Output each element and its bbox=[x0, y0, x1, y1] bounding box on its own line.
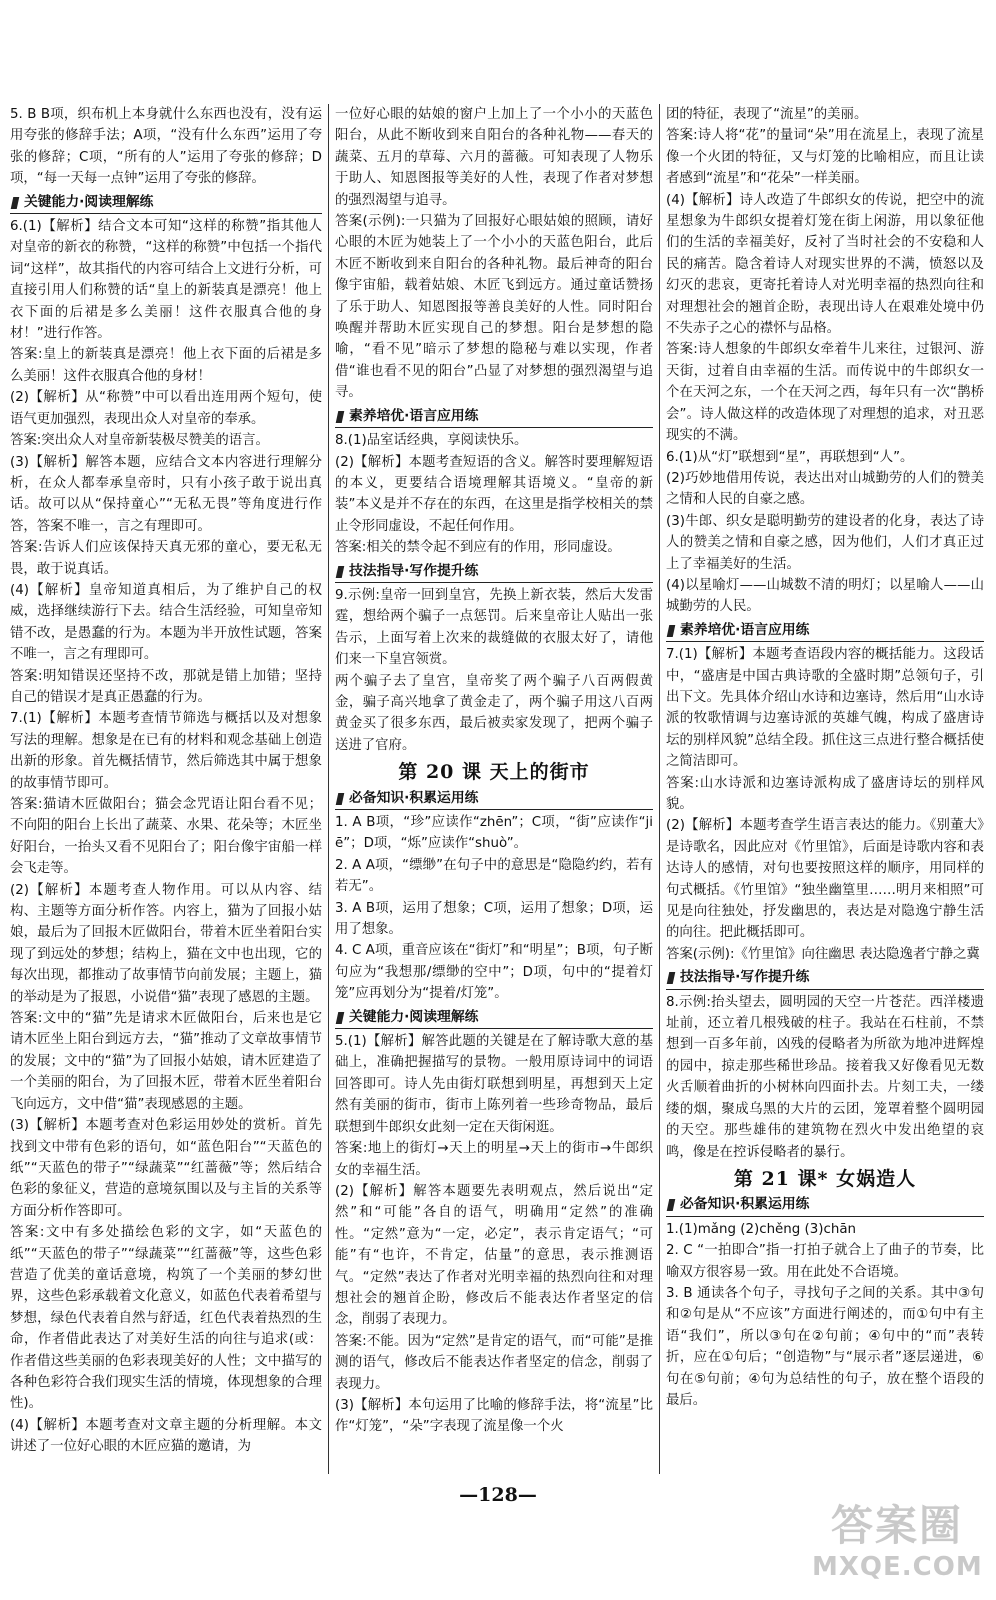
answer-paragraph: 1. A B项，“珍”应读作“zhēn”；C项，“街”应读作“jiē”；D项，“烁”应读作“shuò”。 bbox=[335, 815, 653, 852]
answer-paragraph: (2)【解析】本题考查短语的含义。解答时要理解短语的本义，更要结合语境理解其语境义。“皇帝的新装”本义是并不存在的东西，在这里是指学校相关的禁止令形同虚设，不起任何作用。 bbox=[335, 454, 653, 534]
answer-paragraph: 团的特征，表现了“流星”的美丽。 bbox=[666, 107, 868, 122]
answer-paragraph: 1.(1)mǎng (2)chěng (3)chān bbox=[666, 1221, 857, 1237]
answer-paragraph: 答案:相关的禁令起不到应有的作用，形同虚设。 bbox=[335, 540, 621, 556]
answer-paragraph: (4)以星喻灯——山城数不清的明灯；以星喻人——山城勤劳的人民。 bbox=[666, 577, 984, 615]
answer-page bbox=[10, 104, 986, 1484]
lesson-title: 第 21 课* 女娲造人 bbox=[733, 1167, 917, 1190]
answer-paragraph: 8.(1)品室话经典，享阅读快乐。 bbox=[335, 433, 528, 449]
lesson-title: 第 20 课 天上的街市 bbox=[398, 761, 590, 784]
answer-paragraph: 两个骗子去了皇宫，皇帝奖了两个骗子八百两假黄金，骗子高兴地拿了黄金走了，两个骗子用这八百两黄金买了很多东西，最后被卖家发现了，把两个骗子送进了官府。 bbox=[335, 673, 653, 753]
answer-paragraph: (3)牛郎、织女是聪明勤劳的建设者的化身，表达了诗人的赞美之情和自豪之感，因为他们，人们才真正过上了幸福美好的生活。 bbox=[666, 513, 984, 572]
answer-paragraph: (2)【解析】从“称赞”中可以看出连用两个短句，使语气更加强烈，表现出众人对皇帝的奉承。 bbox=[10, 390, 322, 427]
answer-paragraph: 6.(1)从“灯”联想到“星”，再联想到“人”。 bbox=[666, 449, 914, 465]
section-header: 必备知识·积累运用练 bbox=[666, 1194, 984, 1216]
answer-paragraph: 6.(1)【解析】结合文本可知“这样的称赞”指其他人对皇帝的新衣的称赞，“这样的称赞”中包括一个指代词“这样”，故其指代的内容可结合上文进行分析，可直接引用人们称赞的话“皇上的新装真是漂亮！他上衣下面的后裙是多么美丽！这件衣服真合他的身材！”进行作答。 bbox=[10, 219, 322, 342]
section-header: 必备知识·积累运用练 bbox=[335, 788, 653, 810]
watermark-cn: 答案圈 bbox=[830, 1501, 963, 1550]
answer-paragraph: (3)【解析】本题考查对色彩运用妙处的赏析。首先找到文中带有色彩的语句，如“蓝色阳台”“天蓝色的纸”“天蓝色的带子”“绿蔬菜”“红蔷薇”等；然后结合色彩的象征义，营造的意境氛围以及与主旨的关系等方面分析作答即可。 bbox=[10, 1118, 322, 1219]
answer-paragraph: 答案(示例):一只猫为了回报好心眼姑娘的照顾，请好心眼的木匠为她装上了一个小小的天蓝色阳台，此后木匠不断收到来自阳台的各种礼物。最后神奇的阳台像宇宙船，载着姑娘、木匠飞到远方。通过童话赞扬了乐于助人、知恩图报等善良美好的人性。同时阳台唤醒并帮助木匠实现自己的梦想。阳台是梦想的隐喻，“看不见”暗示了梦想的隐秘与难以实现，作者借“谁也看不见的阳台”凸显了对梦想的强烈渴望与追寻。 bbox=[335, 214, 653, 401]
answer-paragraph: 2. A A项，“缥缈”在句子中的意思是“隐隐约约，若有若无”。 bbox=[335, 857, 653, 895]
answer-paragraph: 答案:文中有多处描绘色彩的文字，如“天蓝色的纸”“天蓝色的带子”“绿蔬菜”“红蔷薇”等，这些色彩营造了优美的童话意境，构筑了一个美丽的梦幻世界，这些色彩承载着文化意义，如蓝色代表着希望与梦想，绿色代表着自然与舒适，红色代表着热烈的生命，作者借此表达了对美好生活的向往与追求(或：作者借这些美丽的色彩表现美好的人性；文中描写的各种色彩符合我们现实生活的情境，体现想象的合理性)。 bbox=[10, 1225, 322, 1412]
watermark-en: MXQE.COM bbox=[812, 1552, 983, 1582]
answer-paragraph: (2)【解析】解答本题要先表明观点，然后说出“定然”和“可能”各自的语气，明确用“定然”的准确性。“定然”意为“一定，必定”，表示肯定语气；“可能”有“也许，不肯定，估量”的意思，表示推测语气。“定然”表达了作者对光明幸福的热烈向往和对理想社会的翘首企盼，修改后不能表达作者坚定的信念，削弱了表现力。 bbox=[335, 1183, 653, 1328]
page-number: —128— bbox=[459, 1484, 537, 1506]
column-right bbox=[666, 104, 984, 1474]
section-header: 技法指导·写作提升练 bbox=[666, 967, 984, 989]
watermark-logo bbox=[812, 1500, 982, 1590]
answer-paragraph: (2)【解析】本题考查人物作用。可以从内容、结构、主题等方面分析作答。内容上，猫为了回报小姑娘，最后为了回报木匠做阳台，带着木匠坐着阳台实现了到远处的梦想；结构上，猫在文中也出现，它的每次出现，都推动了故事情节向前发展；主题上，猫的举动是为了报恩，小说借“猫”表现了感恩的主题。 bbox=[10, 882, 322, 1005]
answer-paragraph: 答案:猫请木匠做阳台；猫会念咒语让阳台看不见；不向阳的阳台上长出了蔬菜、水果、花朵等；木匠坐好阳台，一抬头又看不见阳台了；阳台像宇宙船一样会飞走等。 bbox=[10, 797, 322, 877]
section-header: 关键能力·阅读理解练 bbox=[10, 192, 322, 214]
answer-paragraph: 2. C “一拍即合”指一打拍子就合上了曲子的节奏，比喻双方很容易一致。用在此处不合语境。 bbox=[666, 1243, 984, 1280]
section-header: 技法指导·写作提升练 bbox=[335, 561, 653, 583]
column-divider bbox=[659, 104, 660, 1474]
answer-paragraph: 答案(示例):《竹里馆》向往幽思 表达隐逸者宁静之冀 bbox=[666, 946, 980, 962]
answer-paragraph: 答案:明知错误还坚持不改，那就是错上加错；坚持自己的错误才是真正愚蠢的行为。 bbox=[10, 668, 322, 705]
answer-paragraph: 答案:诗人想象的牛郎织女牵着牛儿来往，过银河、游天街，过着自由幸福的生活。而传说中的牛郎织女一个在天河之东，一个在天河之西，每年只有一次“鹊桥会”。诗人做这样的改造体现了对理想的追求，对丑恶现实的不满。 bbox=[666, 342, 984, 444]
answer-paragraph: 答案:皇上的新装真是漂亮！他上衣下面的后裙是多么美丽！这件衣服真合他的身材！ bbox=[10, 347, 322, 384]
answer-paragraph: (3)【解析】解答本题，应结合文本内容进行理解分析，在众人都奉承皇帝时，只有小孩子敢于说出真话。故可以从“保持童心”“无私无畏”等角度进行作答，答案不唯一，言之有理即可。 bbox=[10, 454, 322, 534]
answer-paragraph: 一位好心眼的姑娘的窗户上加上了一个小小的天蓝色阳台，从此不断收到来自阳台的各种礼物——春天的蔬菜、五月的草莓、六月的蔷薇。可知表现了人物乐于助人、知恩图报等美好的人性，表现了作者对梦想的强烈渴望与追寻。 bbox=[335, 107, 653, 208]
section-header: 关键能力·阅读理解练 bbox=[335, 1007, 653, 1029]
answer-paragraph: 9.示例:皇帝一回到皇宫，先换上新衣装，然后大发雷霆，想给两个骗子一点惩罚。后来皇帝让人贴出一张告示，上面写着上次来的裁缝做的衣服太好了，请他们来一下皇宫领赏。 bbox=[335, 587, 653, 668]
answer-paragraph: 3. B 通读各个句子，寻找句子之间的关系。其中③句和②句是从“不应该”方面进行阐述的，而①句中有主语“我们”，所以③句在②句前；④句中的“而”表转折，应在①句后；“创造物”与“展示者”逐层递进，⑥句在⑤句前；④句为总结性的句子，放在整个语段的最后。 bbox=[666, 1285, 984, 1408]
answer-paragraph: 7.(1)【解析】本题考查语段内容的概括能力。这段话中，“盛唐是中国古典诗歌的全盛时期”总领句子，引出下文。先具体介绍山水诗和边塞诗，然后用“山水诗派的牧歌情调与边塞诗派的英雄气魄，构成了盛唐诗坛的别样风貌”总结全段。抓住这三点进行整合概括使之简洁即可。 bbox=[666, 647, 984, 770]
section-header: 素养培优·语言应用练 bbox=[666, 620, 984, 642]
answer-paragraph: 5.(1)【解析】解答此题的关键是在了解诗歌大意的基础上，准确把握描写的景物。一般用原诗词中的词语回答即可。诗人先由街灯联想到明星，再想到天上定然有美丽的街市，街市上陈列着一些珍奇物品，最后联想到牛郎织女此刻一定在天街闲逛。 bbox=[335, 1034, 653, 1135]
answer-paragraph: 3. A B项，运用了想象；C项，运用了想象；D项，运用了想象。 bbox=[335, 900, 653, 938]
answer-paragraph: (4)【解析】皇帝知道真相后，为了维护自己的权威，选择继续游行下去。结合生活经验，可知皇帝知错不改，是愚蠢的行为。本题为半开放性试题，答案不唯一，言之有理即可。 bbox=[10, 582, 322, 663]
answer-paragraph: 答案:告诉人们应该保持天真无邪的童心，要无私无畏，敢于说真话。 bbox=[10, 540, 322, 577]
answer-paragraph: 4. C A项，重音应该在“街灯”和“明星”；B项，句子断句应为“我想那/缥缈的空中”；D项，句中的“提着灯笼”应再划分为“提着/灯笼”。 bbox=[335, 943, 653, 1002]
answer-paragraph: (2)【解析】本题考查学生语言表达的能力。《别董大》是诗歌名，因此应对《竹里馆》，后面是诗歌内容和表达诗人的感情，对句也要按照这样的顺序，用同样的句式概括。《竹里馆》“独坐幽篁里……明月来相照”可见是向往独处，抒发幽思的，表达是对隐逸宁静生活的向往。把此概括即可。 bbox=[666, 818, 984, 941]
column-middle bbox=[335, 104, 653, 1474]
answer-paragraph: 答案:突出众人对皇帝新装极尽赞美的语言。 bbox=[10, 433, 269, 449]
answer-paragraph: 答案:文中的“猫”先是请求木匠做阳台，后来也是它请木匠坐上阳台到远方去，“猫”推动了文章故事情节的发展；文中的“猫”为了回报小姑娘，请木匠建造了一个美丽的阳台，为了回报木匠，带着木匠坐着阳台飞向远方，文中借“猫”表现感恩的主题。 bbox=[10, 1011, 322, 1112]
column-left bbox=[10, 104, 322, 1474]
answer-paragraph: 答案:诗人将“花”的量词“朵”用在流星上，表现了流星像一个火团的特征，又与灯笼的比喻相应，而且让读者感到“流星”和“花朵”一样美丽。 bbox=[666, 128, 984, 187]
answer-paragraph: (3)【解析】本句运用了比喻的修辞手法，将“流星”比作“灯笼”，“朵”字表现了流星像一个火 bbox=[335, 1397, 653, 1435]
answer-paragraph: 答案:不能。因为“定然”是肯定的语气，而“可能”是推测的语气，修改后不能表达作者坚定的信念，削弱了表现力。 bbox=[335, 1333, 653, 1392]
answer-paragraph: 答案:地上的街灯→天上的明星→天上的街市→牛郎织女的幸福生活。 bbox=[335, 1141, 653, 1178]
section-header: 素养培优·语言应用练 bbox=[335, 406, 653, 428]
answer-paragraph: 答案:山水诗派和边塞诗派构成了盛唐诗坛的别样风貌。 bbox=[666, 775, 984, 812]
answer-paragraph: (2)巧妙地借用传说，表达出对山城勤劳的人们的赞美之情和人民的自豪之感。 bbox=[666, 470, 984, 508]
column-divider bbox=[328, 104, 329, 1474]
answer-paragraph: 5. B B项，织布机上本身就什么东西也没有，没有运用夸张的修辞手法；A项，“没有什么东西”运用了夸张的修辞；C项，“所有的人”运用了夸张的修辞；D项，“每一天每一点钟”运用了夸张的修辞。 bbox=[10, 107, 322, 187]
answer-paragraph: (4)【解析】诗人改造了牛郎织女的传说，把空中的流星想象为牛郎织女提着灯笼在街上闲游，用以象征他们的生活的幸福美好，反衬了当时社会的不安稳和人民的痛苦。隐含着诗人对现实世界的不满，愤怒以及幻灭的悲哀，更寄托着诗人对光明幸福的热烈向往和对理想社会的翘首企盼，表现出诗人在艰难处境中仍不失赤子之心的襟怀与品格。 bbox=[666, 192, 984, 337]
answer-paragraph: 8.示例:抬头望去，圆明园的天空一片苍茫。西洋楼遗址前，还立着几根残破的柱子。我站在石柱前，不禁想到一百多年前，凶残的侵略者为所欲为地冲进辉煌的园中，掠走那些稀世珍品。接着我又好像看见无数火舌顺着曲折的小树林向四面扑去。片刻工夫，一缕缕的烟，聚成乌黑的大片的云团，笼罩着整个圆明园的天空。那些雄伟的建筑物在烈火中发出绝望的哀鸣，像是在控诉侵略者的暴行。 bbox=[666, 994, 984, 1160]
answer-paragraph: (4)【解析】本题考查对文章主题的分析理解。本文讲述了一位好心眼的木匠应猫的邀请，为 bbox=[10, 1417, 322, 1455]
answer-paragraph: 7.(1)【解析】本题考查情节筛选与概括以及对想象写法的理解。想象是在已有的材料和观念基础上创造出新的形象。首先概括情节，然后筛选其中属于想象的故事情节即可。 bbox=[10, 711, 322, 791]
